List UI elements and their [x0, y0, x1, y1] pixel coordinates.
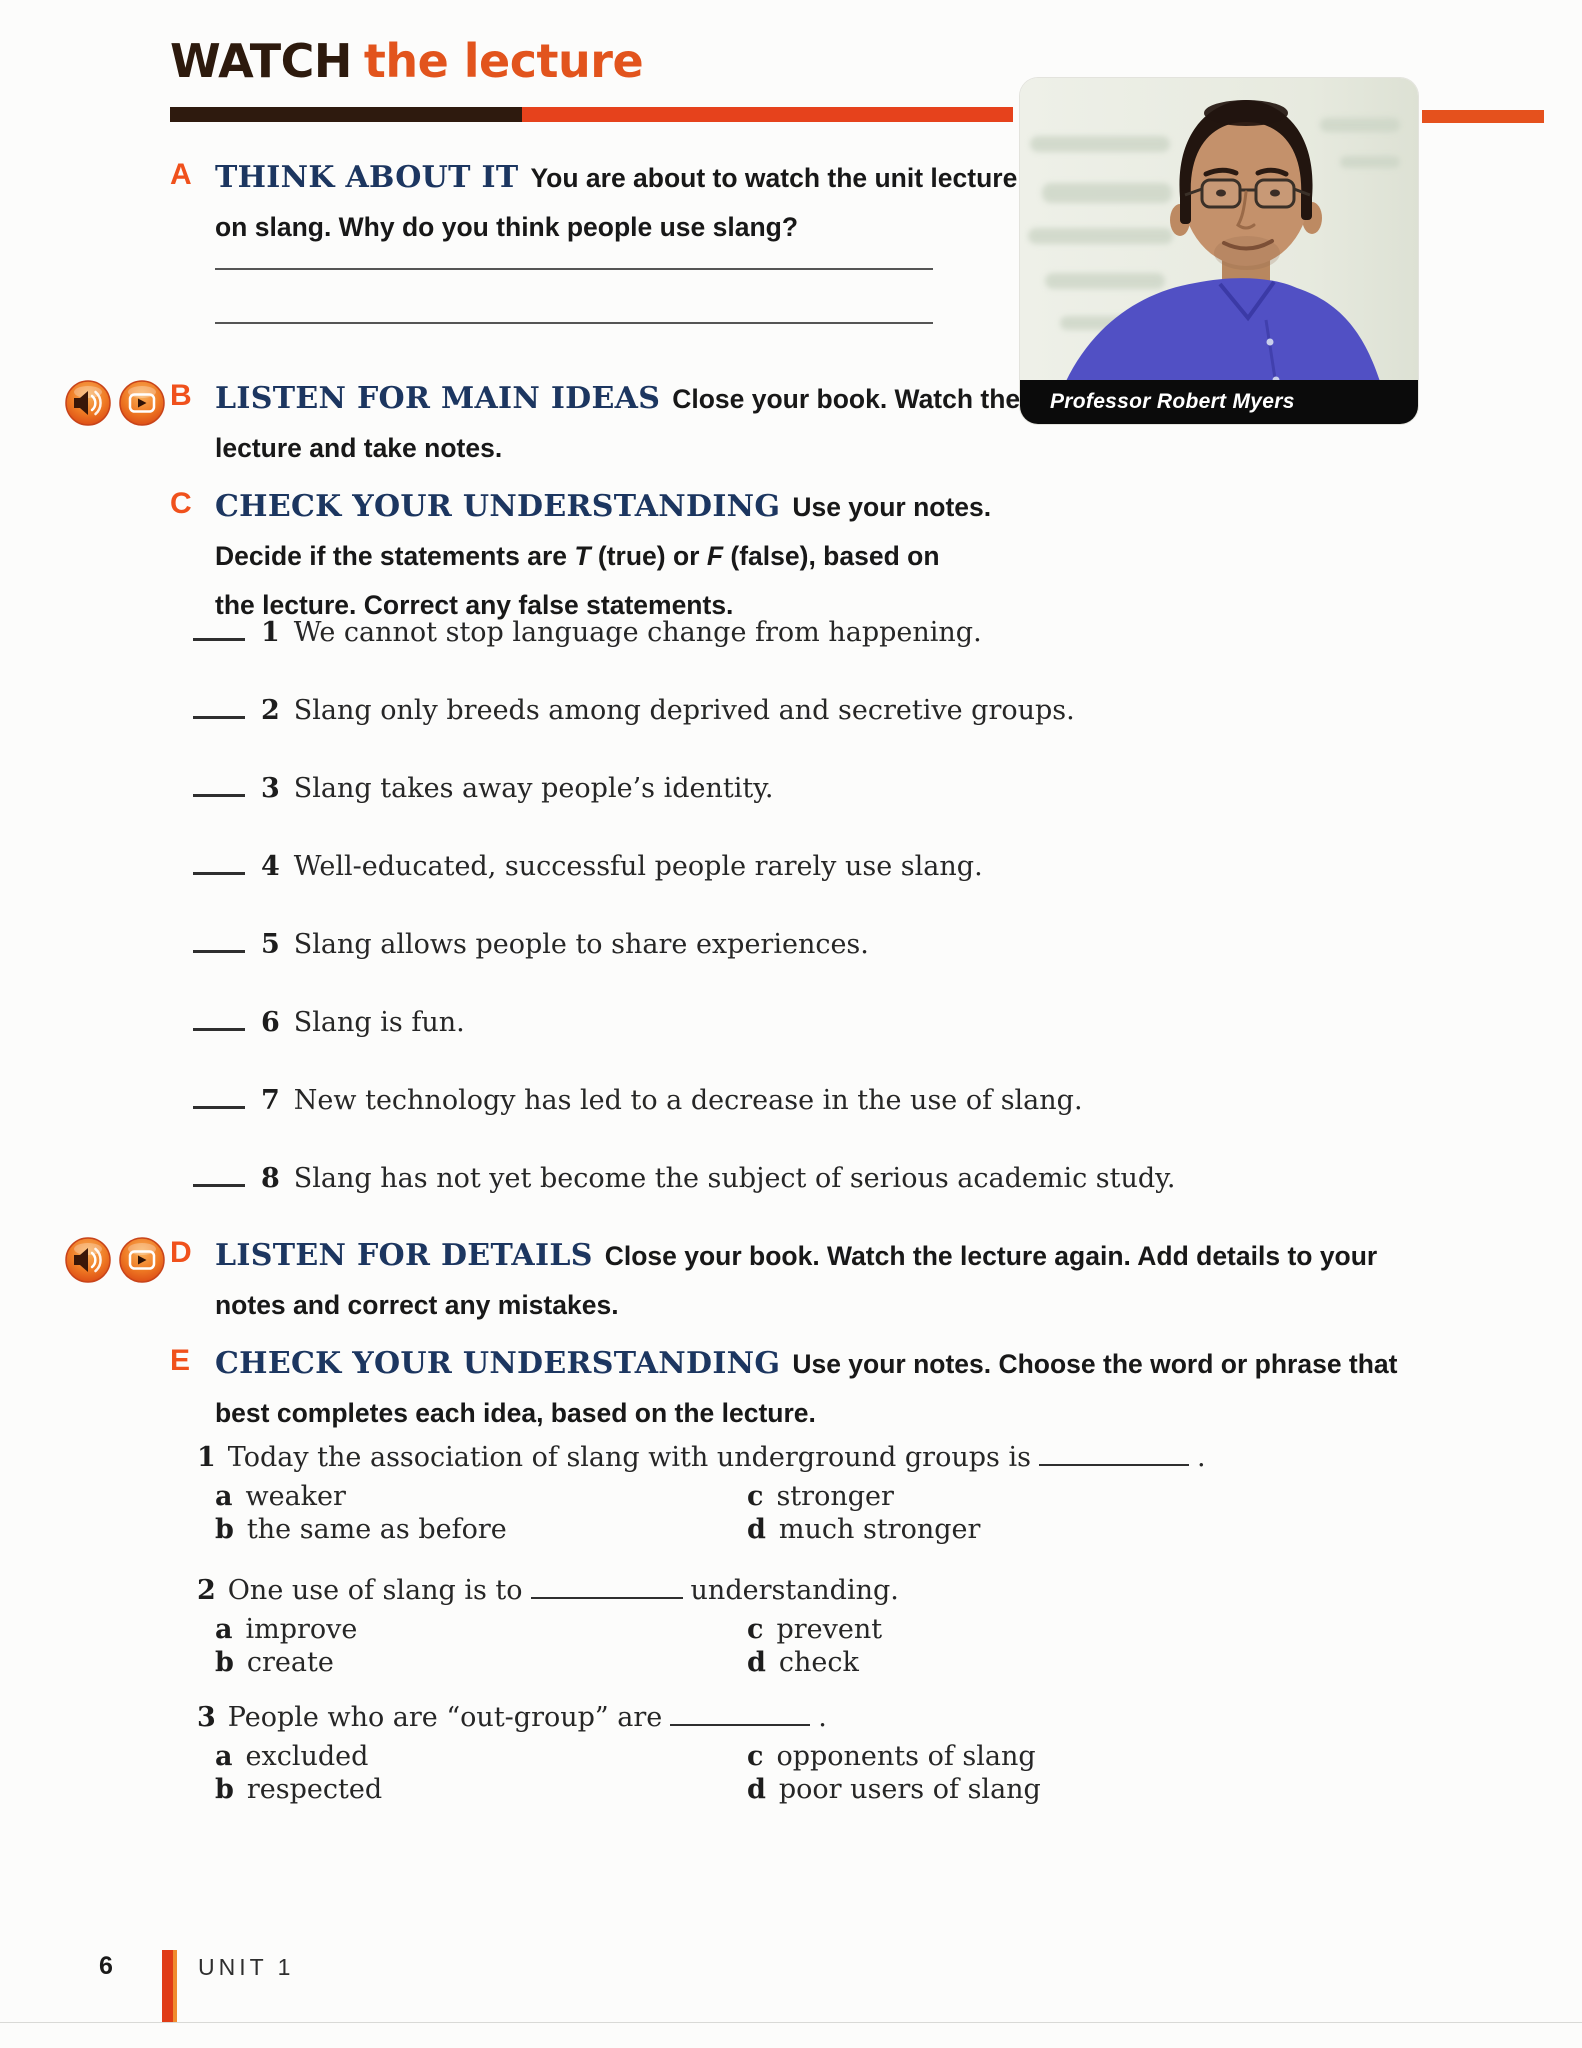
options-group [197, 1481, 1397, 1547]
option-letter: a [215, 1481, 233, 1512]
option-text: weaker [245, 1481, 346, 1512]
section-letter-c: C [170, 487, 192, 520]
question-stem: One use of slang is to [227, 1575, 523, 1606]
option-text: create [246, 1647, 334, 1678]
option-letter: a [215, 1614, 233, 1645]
option-text: the same as before [246, 1514, 507, 1545]
tf-answer-blank-1[interactable] [193, 614, 245, 641]
page-title-secondary: the lecture [363, 34, 644, 88]
page-title-primary: WATCH [170, 34, 352, 88]
option-letter: a [215, 1741, 233, 1772]
photo-caption-text: Professor Robert Myers [1050, 390, 1295, 413]
section-letter-e: E [170, 1344, 191, 1377]
item-number: 5 [261, 929, 280, 960]
item-number: 1 [261, 617, 280, 648]
question-2 [197, 1573, 1397, 1680]
options-group [197, 1614, 1397, 1680]
option-letter: d [747, 1514, 766, 1545]
item-number: 7 [261, 1085, 280, 1116]
item-statement: Slang is fun. [293, 1007, 465, 1038]
question-text [197, 1573, 1397, 1606]
item-statement: Well-educated, successful people rarely use slang. [293, 851, 983, 882]
option-letter: d [747, 1774, 766, 1805]
page-edge [0, 2022, 1582, 2023]
tf-answer-blank-7[interactable] [193, 1082, 245, 1109]
tf-answer-blank-4[interactable] [193, 848, 245, 875]
section-c [170, 485, 1115, 632]
option-text: stronger [776, 1481, 894, 1512]
question-1 [197, 1440, 1397, 1547]
item-statement: We cannot stop language change from happening. [293, 617, 982, 648]
page-number: 6 [99, 1952, 113, 1980]
audio-play-button-2[interactable] [64, 1236, 112, 1284]
option-b[interactable] [215, 1774, 382, 1805]
true-false-item-2 [193, 692, 1075, 726]
item-statement: Slang takes away people’s identity. [293, 773, 774, 804]
option-text: respected [246, 1774, 383, 1805]
answer-line-1[interactable] [215, 268, 933, 270]
section-a-instruction: You are about to watch the unit lecture on slang. Why do you think people use slang? [215, 163, 1018, 242]
item-number: 4 [261, 851, 280, 882]
question-stem-end: . [1196, 1442, 1206, 1473]
item-statement: New technology has led to a decrease in the use of slang. [293, 1085, 1083, 1116]
section-b-heading: LISTEN FOR MAIN IDEAS [215, 381, 661, 416]
question-answer-blank[interactable] [670, 1700, 810, 1726]
question-stem: Today the association of slang with underground groups is [227, 1442, 1031, 1473]
option-text: opponents of slang [776, 1741, 1036, 1772]
true-false-item-1 [193, 614, 982, 648]
section-d-heading: LISTEN FOR DETAILS [215, 1238, 593, 1273]
option-a[interactable] [215, 1614, 357, 1645]
option-c[interactable] [747, 1741, 1036, 1772]
option-d[interactable] [747, 1774, 1041, 1805]
tf-answer-blank-2[interactable] [193, 692, 245, 719]
section-d [170, 1234, 1445, 1332]
option-text: excluded [245, 1741, 369, 1772]
option-text: improve [245, 1614, 358, 1645]
true-false-item-6 [193, 1004, 465, 1038]
option-a[interactable] [215, 1741, 368, 1772]
speaker-icon [64, 379, 112, 427]
option-text: much stronger [778, 1514, 981, 1545]
section-c-heading: CHECK YOUR UNDERSTANDING [215, 489, 781, 524]
header-rule-right [1422, 110, 1544, 123]
section-a [170, 156, 1115, 254]
item-statement: Slang has not yet become the subject of serious academic study. [293, 1163, 1176, 1194]
video-play-button-2[interactable] [118, 1236, 166, 1284]
section-letter-d: D [170, 1236, 192, 1269]
question-text [197, 1700, 1397, 1733]
item-statement: Slang allows people to share experiences. [293, 929, 869, 960]
section-d-instruction: Close your book. Watch the lecture again. Add details to your notes and correct any mistakes. [215, 1241, 1378, 1320]
option-letter: b [215, 1774, 234, 1805]
item-number: 3 [261, 773, 280, 804]
header-rule [170, 107, 1013, 122]
question-3 [197, 1700, 1397, 1807]
page-title [170, 34, 643, 88]
section-e-instruction: Use your notes. Choose the word or phrase that best completes each idea, based on the lecture. [215, 1349, 1398, 1428]
option-letter: c [747, 1741, 764, 1772]
true-false-item-4 [193, 848, 983, 882]
option-c[interactable] [747, 1481, 894, 1512]
option-letter: d [747, 1647, 766, 1678]
question-number: 2 [197, 1575, 216, 1606]
option-letter: c [747, 1481, 764, 1512]
option-text: check [778, 1647, 859, 1678]
section-letter-a: A [170, 158, 192, 191]
tf-answer-blank-8[interactable] [193, 1160, 245, 1187]
tf-answer-blank-3[interactable] [193, 770, 245, 797]
option-text: prevent [776, 1614, 883, 1645]
speaker-icon [64, 1236, 112, 1284]
audio-play-button[interactable] [64, 379, 112, 427]
option-letter: b [215, 1514, 234, 1545]
true-false-item-3 [193, 770, 773, 804]
tf-answer-blank-5[interactable] [193, 926, 245, 953]
question-answer-blank[interactable] [1039, 1440, 1189, 1466]
section-e [170, 1342, 1445, 1440]
section-c-instruction: Use your notes. Decide if the statements are T (true) or F (false), based on the lecture. Correct any false statements. [215, 492, 992, 620]
true-false-item-7 [193, 1082, 1083, 1116]
item-number: 2 [261, 695, 280, 726]
option-text: poor users of slang [778, 1774, 1041, 1805]
option-letter: c [747, 1614, 764, 1645]
play-icon [118, 1236, 166, 1284]
section-e-heading: CHECK YOUR UNDERSTANDING [215, 1346, 781, 1381]
play-icon [118, 379, 166, 427]
option-c[interactable] [747, 1614, 882, 1645]
unit-label: UNIT 1 [198, 1954, 295, 1980]
option-b[interactable] [215, 1647, 334, 1678]
section-letter-b: B [170, 379, 192, 412]
section-b [170, 377, 1095, 475]
options-group [197, 1741, 1397, 1807]
video-play-button[interactable] [118, 379, 166, 427]
section-b-instruction: Close your book. Watch the lecture and take notes. [215, 384, 1021, 463]
question-text [197, 1440, 1397, 1473]
question-stem-end: understanding. [690, 1575, 899, 1606]
question-number: 3 [197, 1702, 216, 1733]
item-number: 8 [261, 1163, 280, 1194]
option-b[interactable] [215, 1514, 507, 1545]
question-stem-end: . [818, 1702, 827, 1733]
footer-accent-bar [162, 1950, 177, 2023]
question-stem: People who are “out-group” are [227, 1702, 663, 1733]
option-a[interactable] [215, 1481, 346, 1512]
question-answer-blank[interactable] [531, 1573, 683, 1599]
option-d[interactable] [747, 1514, 980, 1545]
item-statement: Slang only breeds among deprived and secretive groups. [293, 695, 1075, 726]
option-letter: b [215, 1647, 234, 1678]
true-false-item-8 [193, 1160, 1175, 1194]
section-a-heading: THINK ABOUT IT [215, 160, 519, 195]
question-number: 1 [197, 1442, 216, 1473]
true-false-item-5 [193, 926, 869, 960]
tf-answer-blank-6[interactable] [193, 1004, 245, 1031]
item-number: 6 [261, 1007, 280, 1038]
answer-line-2[interactable] [215, 322, 933, 324]
option-d[interactable] [747, 1647, 859, 1678]
